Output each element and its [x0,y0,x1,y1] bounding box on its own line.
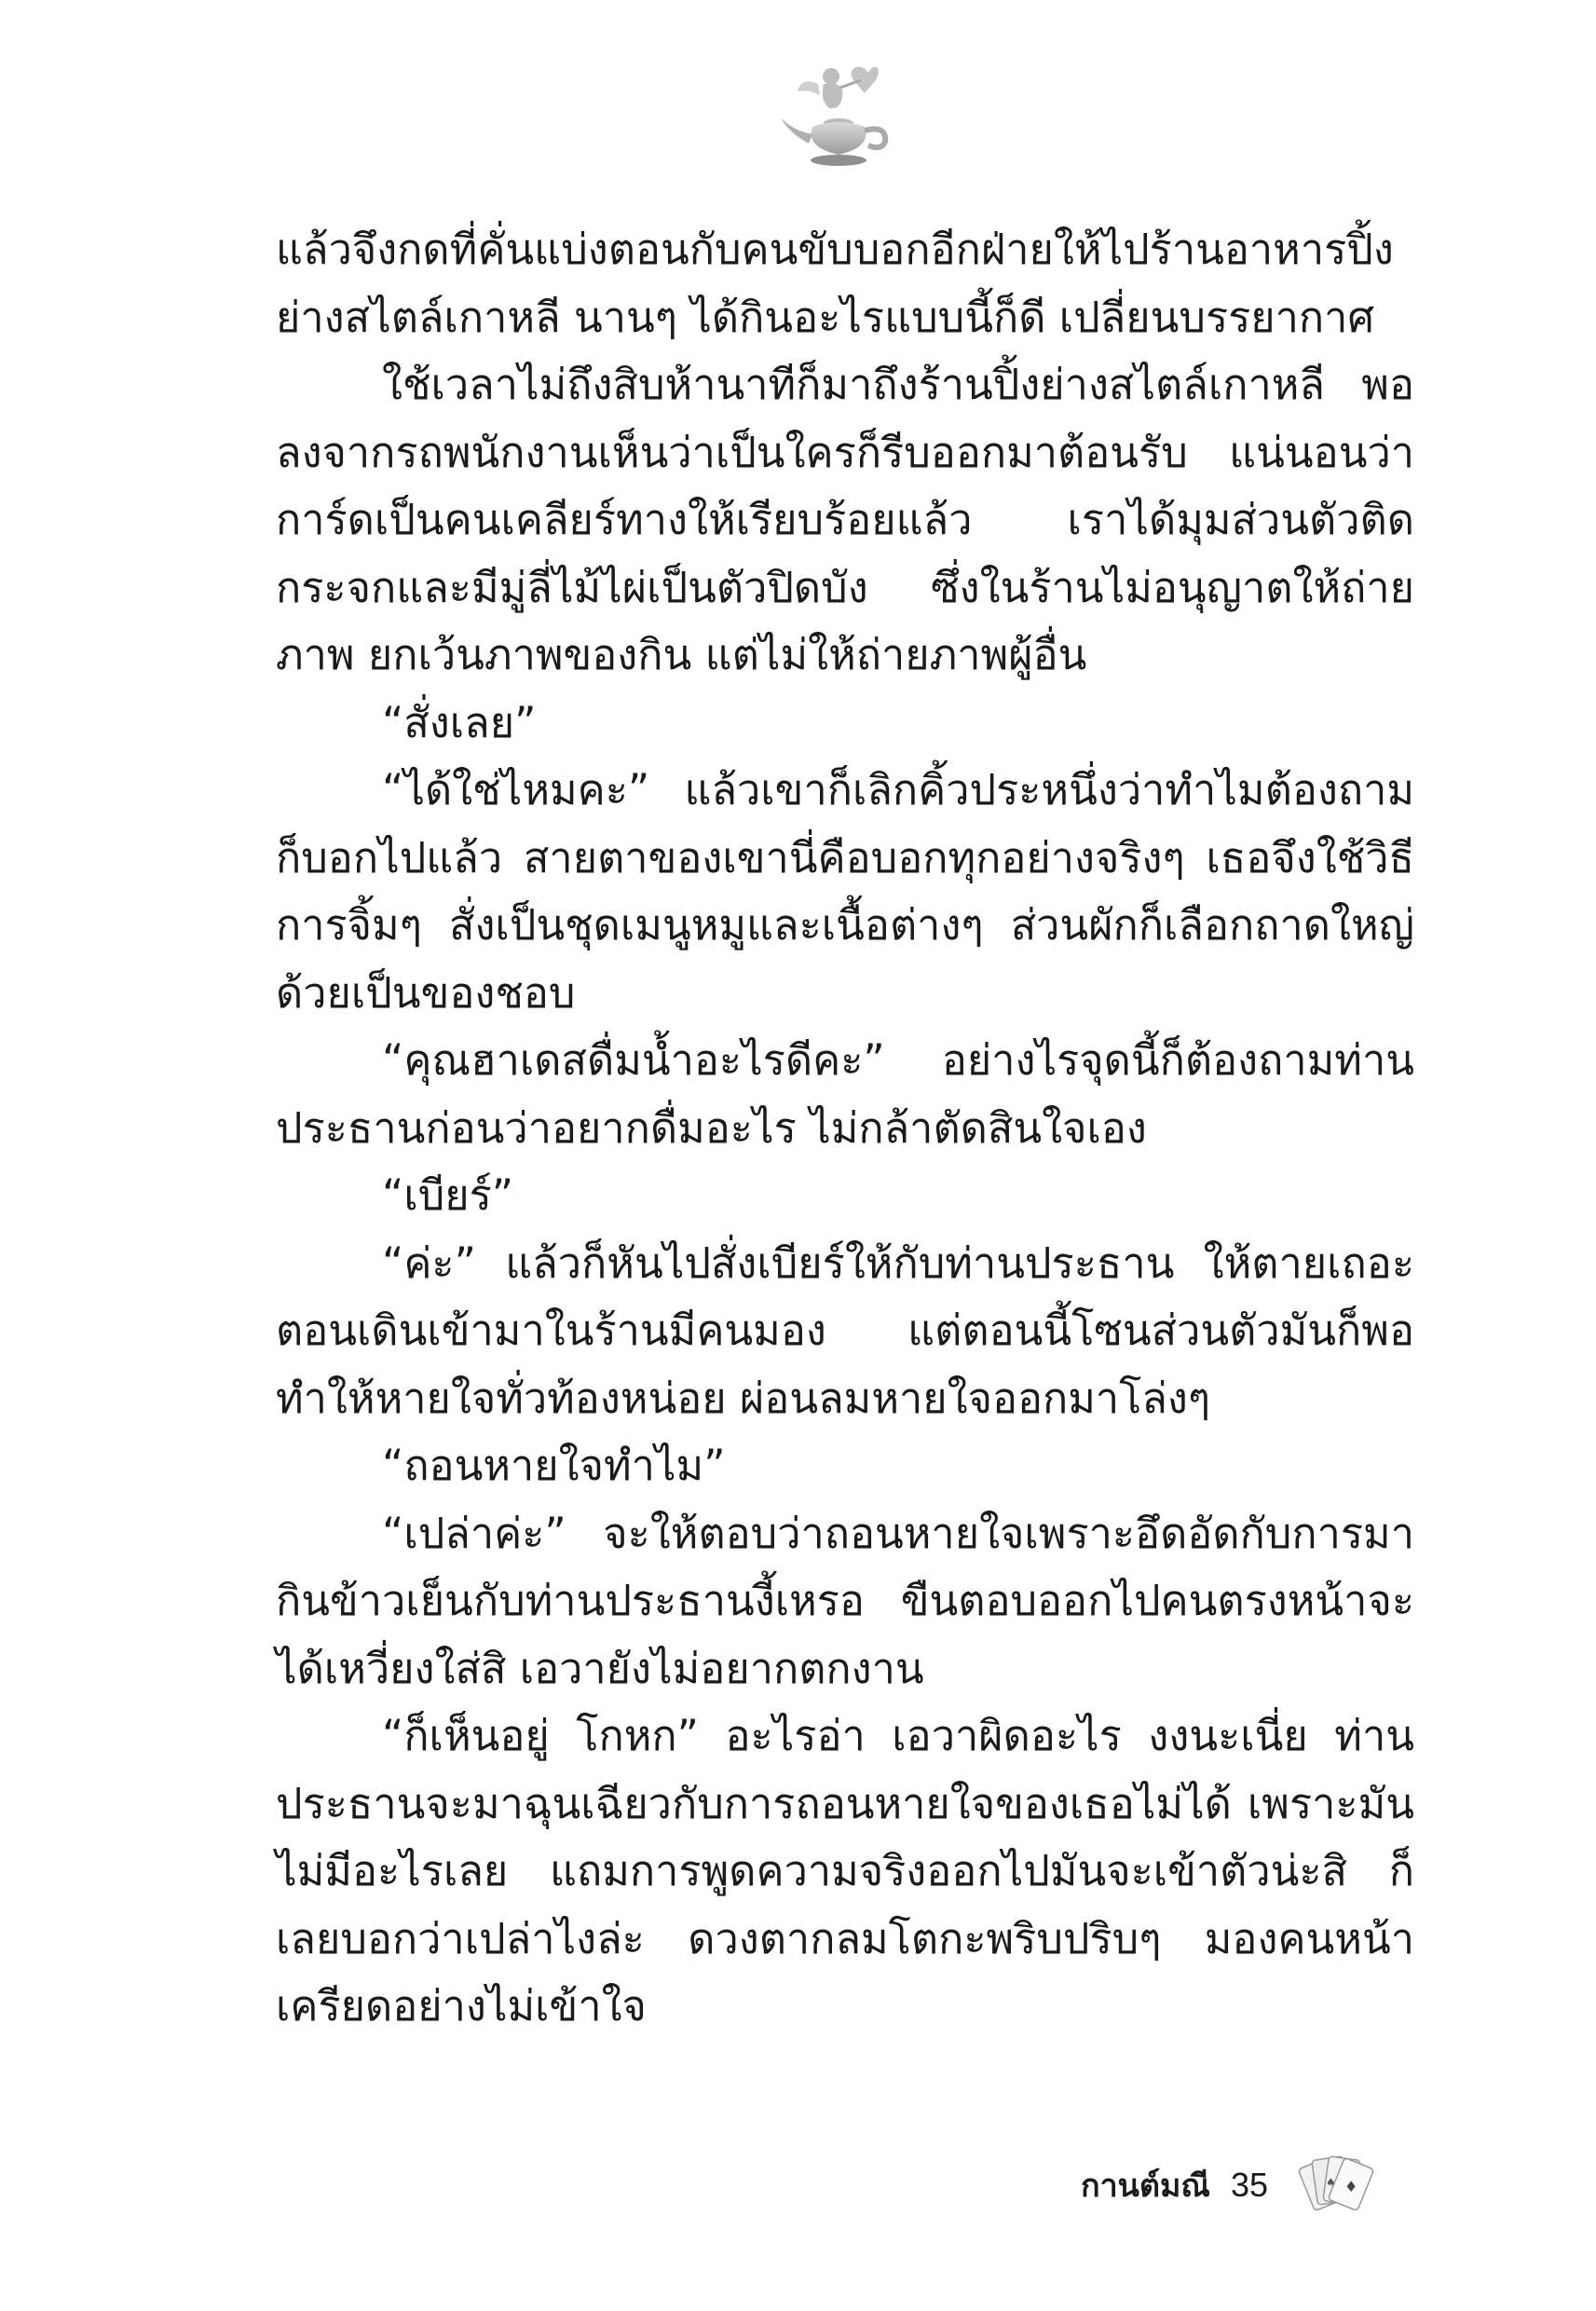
author-name: กานต์มณี [1080,2167,1210,2205]
paragraph: “ก็เห็นอยู่ โกหก” อะไรอ่า เอวาผิดอะไร งงนะเนี่ย ท่านประธานจะมาฉุนเฉียวกับการถอนหายใจของเธอไม่ได้ เพราะมันไม่มีอะไรเลย แถมการพูดความจริงออกไปมันจะเข้าตัวน่ะสิ ก็เลยบอกว่าเปล่าไงล่ะ ดวงตากลมโตกะพริบปริบๆ มองคนหน้าเครียดอย่างไม่เข้าใจ [276,1711,1414,2031]
dialogue-line: “ถอนหายใจทำไม” [382,1441,726,1490]
paragraph: “ได้ใช่ไหมคะ” แล้วเขาก็เลิกคิ้วประหนึ่งว่าทำไมต้องถาม ก็บอกไปแล้ว สายตาของเขานี่คือบอกทุกอย่างจริงๆ เธอจึงใช้วิธีการจิ้มๆ สั่งเป็นชุดเมนูหมูและเนื้อต่างๆ ส่วนผักก็เลือกถาดใหญ่ด้วยเป็นของชอบ [276,765,1414,1018]
svg-text:♠: ♠ [1326,2176,1336,2189]
chapter-body [276,216,1414,2041]
paragraph: “เปล่าค่ะ” จะให้ตอบว่าถอนหายใจเพราะอึดอัดกับการมากินข้าวเย็นกับท่านประธานงี้เหรอ ขืนตอบออกไปคนตรงหน้าจะได้เหวี่ยงใส่สิ เอวายังไม่อยากตกงาน [276,1508,1414,1693]
playing-cards-icon [1289,2149,1382,2222]
page-footer [1081,2148,1382,2222]
paragraph: “คุณฮาเดสดื่มน้ำอะไรดีคะ” อย่างไรจุดนี้ก็ต้องถามท่านประธานก่อนว่าอยากดื่มอะไร ไม่กล้าตัดสินใจเอง [276,1035,1414,1153]
cupid-teapot-ornament-icon [764,56,913,172]
dialogue-line: “เบียร์” [382,1170,514,1220]
paragraph: ใช้เวลาไม่ถึงสิบห้านาทีก็มาถึงร้านปิ้งย่างสไตล์เกาหลี พอลงจากรถพนักงานเห็นว่าเป็นใครก็รีบออกมาต้อนรับ แน่นอนว่าการ์ดเป็นคนเคลียร์ทางให้เรียบร้อยแล้ว เราได้มุมส่วนตัวติดกระจกและมีมู่ลี่ไม้ไผ่เป็นตัวปิดบัง ซึ่งในร้านไม่อนุญาตให้ถ่ายภาพ ยกเว้นภาพของกิน แต่ไม่ให้ถ่ายภาพผู้อื่น [276,360,1414,679]
page-number: 35 [1230,2166,1268,2204]
paragraph: แล้วจึงกดที่คั่นแบ่งตอนกับคนขับบอกอีกฝ่ายให้ไปร้านอาหารปิ้งย่างสไตล์เกาหลี นานๆ ได้กินอะไรแบบนี้ก็ดี เปลี่ยนบรรยากาศ [276,225,1394,342]
dialogue-line: “สั่งเลย” [382,697,537,747]
paragraph: “ค่ะ” แล้วก็หันไปสั่งเบียร์ให้กับท่านประธาน ให้ตายเถอะ ตอนเดินเข้ามาในร้านมีคนมอง แต่ตอนนี้โซนส่วนตัวมันก็พอทำให้หายใจทั่วท้องหน่อย ผ่อนลมหายใจออกมาโล่งๆ [276,1238,1414,1423]
svg-text:♦: ♦ [1344,2178,1358,2195]
